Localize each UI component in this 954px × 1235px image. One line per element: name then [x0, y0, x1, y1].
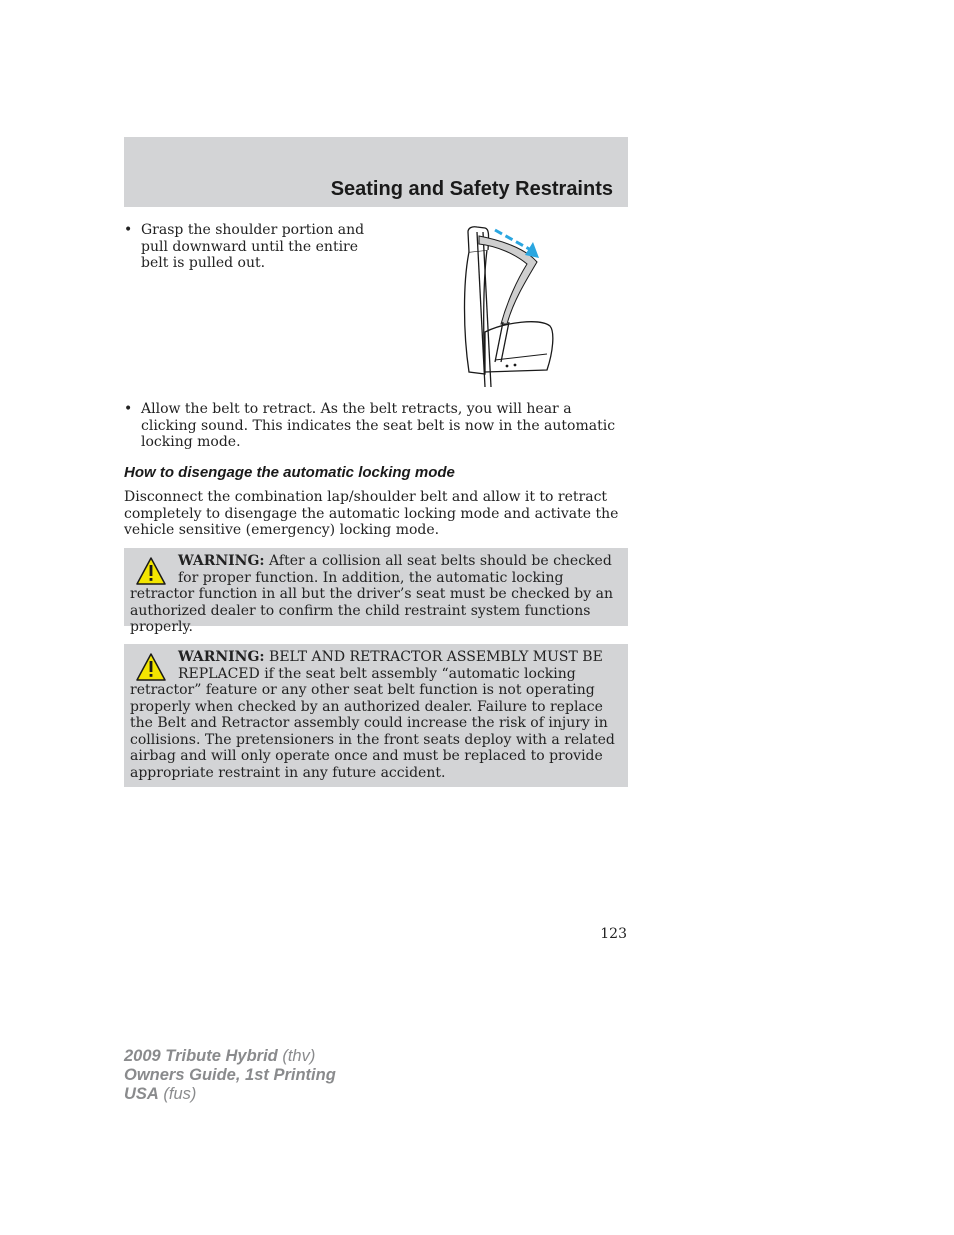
footer-imprint: [124, 1047, 336, 1104]
bullet-glyph: •: [124, 401, 133, 417]
warning-box-replacement: [124, 644, 628, 787]
bullet-text: Grasp the shoulder portion and pull downward until the entire belt is pulled out.: [141, 222, 365, 271]
footer-printing: Owners Guide, 1st Printing: [124, 1066, 336, 1084]
warning-text: BELT AND RETRACTOR ASSEMBLY MUST BE REPLACED if the seat belt assembly “automatic locking retractor” feature or any other seat belt function is not operating properly when checked by an authorized dealer. Failure to replace the Belt and Retractor assembly could increase the risk of injury in collisions. The pretensioners in the front seats deploy with a related airbag and will only operate once and must be replaced to provide appropriate restraint in any future accident.: [130, 649, 615, 781]
warning-label: WARNING:: [178, 649, 265, 665]
footer-model: 2009 Tribute Hybrid: [124, 1047, 278, 1065]
bullet-glyph: •: [124, 222, 133, 238]
section-paragraph: Disconnect the combination lap/shoulder belt and allow it to retract completely to disengage the automatic locking mode and activate the vehicle sensitive (emergency) locking mode.: [124, 489, 619, 538]
bullet-item-pull-belt: [124, 222, 369, 272]
footer-line-model: [124, 1047, 336, 1066]
footer-market: USA: [124, 1085, 159, 1103]
warning-label: WARNING:: [178, 553, 265, 569]
footer-line-printing: [124, 1066, 336, 1085]
footer-market-code: (fus): [158, 1085, 197, 1103]
footer-line-market: [124, 1085, 336, 1104]
seatbelt-illustration: [455, 222, 560, 390]
warning-triangle-icon: [136, 557, 166, 585]
warning-box-collision: [124, 548, 628, 635]
bullet-text: Allow the belt to retract. As the belt retracts, you will hear a clicking sound. This indicates the seat belt is now in the automatic locking mode.: [141, 401, 616, 450]
warning-text: After a collision all seat belts should be checked for proper function. In addition, the automatic locking retractor function in all but the driver’s seat must be checked by an authorized dealer to confirm the child restraint system functions properly.: [130, 553, 613, 635]
header-band: [124, 137, 628, 207]
warning-triangle-icon: [136, 653, 166, 681]
page-title: Seating and Safety Restraints: [330, 178, 613, 200]
footer-model-code: (thv): [277, 1047, 316, 1065]
bullet-item-retract-belt: [124, 401, 624, 451]
page-number: 123: [600, 926, 627, 942]
section-heading: How to disengage the automatic locking mode: [124, 464, 455, 481]
